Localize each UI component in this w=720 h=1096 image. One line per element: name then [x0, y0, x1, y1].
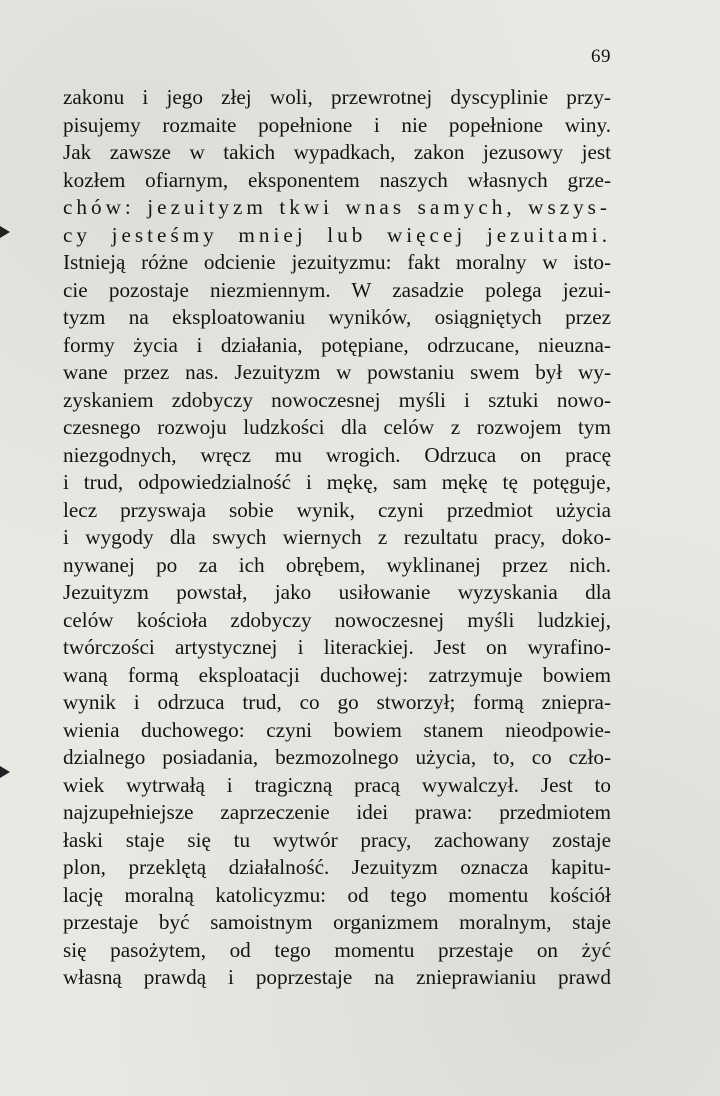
text-line: nywanej po za ich obrębem, wyklinanej przez nich. — [63, 552, 611, 577]
text-line: waną formą eksploatacji duchowej: zatrzymuje bowiem — [63, 662, 611, 687]
text-line: lecz przyswaja sobie wynik, czyni przedmiot użycia — [63, 497, 611, 522]
text-line: najzupełniejsze zaprzeczenie idei prawa: przedmiotem — [63, 800, 611, 824]
text-line: zyskaniem zdobyczy nowoczesnej myśli i sztuki nowo- — [63, 387, 611, 412]
margin-mark-bottom — [0, 766, 10, 778]
text-line: czesnego rozwoju ludzkości dla celów z rozwojem tym — [63, 415, 611, 439]
text-line: cie pozostaje niezmiennym. W zasadzie polega jezui- — [63, 277, 611, 302]
text-line: tyzm na eksploatowaniu wyników, osiągniętych przez — [63, 305, 611, 329]
text-line: plon, przeklętą działalność. Jezuityzm oznacza kapitu- — [63, 855, 611, 879]
text-line: kozłem ofiarnym, eksponentem naszych własnych grze- — [63, 167, 611, 192]
text-line: się pasożytem, od tego momentu przestaje on żyć — [63, 937, 611, 962]
text-line: Istnieją różne odcienie jezuityzmu: fakt moralny w isto- — [63, 250, 611, 274]
page-number: 69 — [591, 46, 611, 67]
text-line: pisujemy rozmaite popełnione i nie popełnione winy. — [63, 112, 611, 137]
text-line-spaced: chów: jezuityzm tkwi wnas samych, wszys- — [63, 195, 611, 219]
text-line: wynik i odrzuca trud, co go stworzył; formą zniepra- — [63, 690, 611, 714]
text-line: wienia duchowego: czyni bowiem stanem nieodpowie- — [63, 717, 611, 742]
text-line: łaski staje się tu wytwór pracy, zachowany zostaje — [63, 827, 611, 852]
text-line: zakonu i jego złej woli, przewrotnej dyscyplinie przy- — [63, 85, 611, 109]
text-line: Jak zawsze w takich wypadkach, zakon jezusowy jest — [63, 140, 611, 164]
text-line: i wygody dla swych wiernych z rezultatu pracy, doko- — [63, 525, 611, 549]
text-line: przestaje być samoistnym organizmem moralnym, staje — [63, 910, 611, 934]
body-text — [63, 84, 611, 992]
text-line: wane przez nas. Jezuityzm w powstaniu swem był wy- — [63, 360, 611, 384]
margin-mark-top — [0, 226, 10, 238]
text-line: formy życia i działania, potępiane, odrzucane, nieuzna- — [63, 332, 611, 357]
text-line: własną prawdą i poprzestaje na znieprawianiu prawd — [63, 965, 611, 989]
text-line: wiek wytrwałą i tragiczną pracą wywalczył. Jest to — [63, 772, 611, 797]
text-line: twórczości artystycznej i literackiej. Jest on wyrafino- — [63, 635, 611, 659]
text-line: dzialnego posiadania, bezmozolnego użycia, to, co czło- — [63, 745, 611, 769]
text-line: lację moralną katolicyzmu: od tego momentu kościół — [63, 882, 611, 907]
text-line-spaced: cy jesteśmy mniej lub więcej jezuitami. — [63, 222, 611, 247]
text-line: i trud, odpowiedzialność i mękę, sam mękę tę potęguje, — [63, 470, 611, 494]
text-line: celów kościoła zdobyczy nowoczesnej myśli ludzkiej, — [63, 607, 611, 632]
text-line: Jezuityzm powstał, jako usiłowanie wyzyskania dla — [63, 580, 611, 604]
text-line: niezgodnych, wręcz mu wrogich. Odrzuca on pracę — [63, 442, 611, 467]
